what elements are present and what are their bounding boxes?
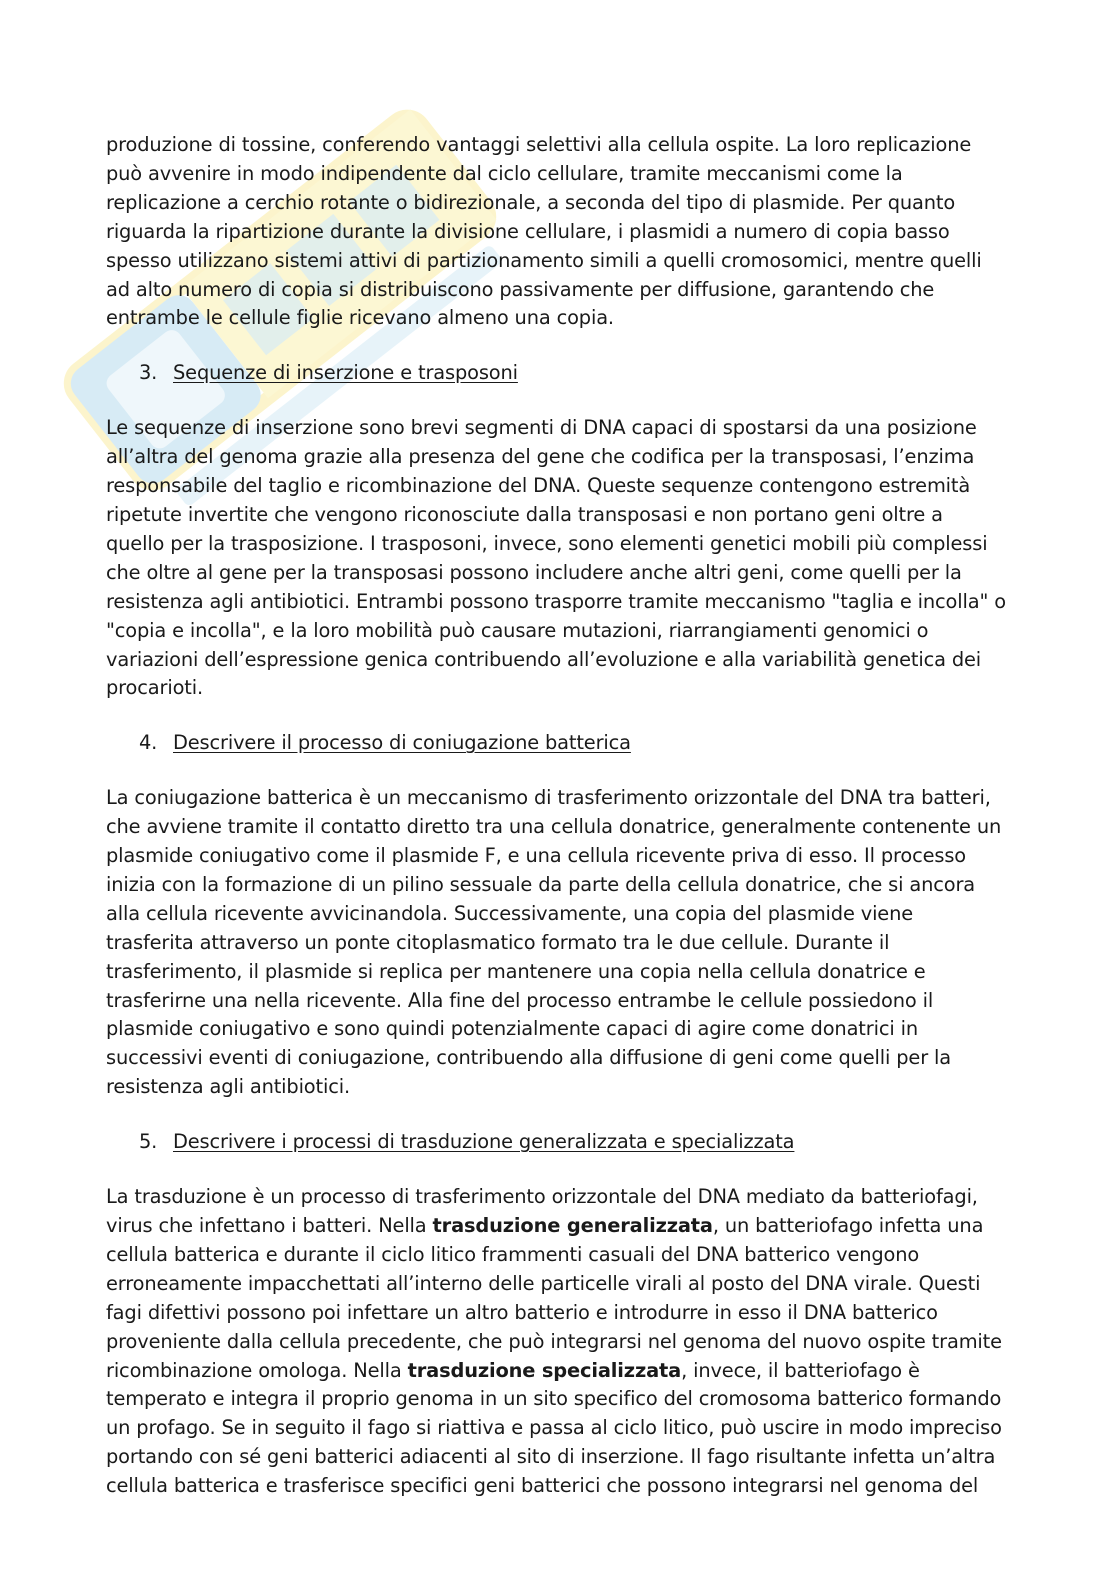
document-page: [106, 131, 1006, 1501]
section-number: 3.: [139, 361, 158, 385]
section-heading-5: [106, 1128, 1006, 1157]
bold-term: trasduzione generalizzata: [432, 1214, 713, 1237]
section-title: Sequenze di inserzione e trasposoni: [173, 361, 518, 385]
bold-term: trasduzione specializzata: [407, 1358, 682, 1382]
section-number: 4.: [139, 731, 158, 755]
section-heading-4: [106, 729, 1006, 758]
intro-paragraph: produzione di tossine, conferendo vantaggi selettivi alla cellula ospite. La loro replicazione può avvenire in modo indipendente dal ciclo cellulare, tramite meccanismi come la replicazione a cerchio rotante o bidirezionale, a seconda del tipo di plasmide. Per quanto riguarda la ripartizione durante la divisione cellulare, i plasmidi a numero di copia basso spesso utilizzano sistemi attivi di partizionamento simili a quelli cromosomici, mentre quelli ad alto numero di copia si distribuiscono passivamente per diffusione, garantendo che entrambe le cellule figlie ricevano almeno una copia.: [106, 133, 982, 330]
section-number: 5.: [139, 1130, 158, 1154]
section-paragraph-4: La coniugazione batterica è un meccanismo di trasferimento orizzontale del DNA tra batteri, che avviene tramite il contatto diretto tra una cellula donatrice, generalmente contenente un plasmide coniugativo come il plasmide F, e una cellula ricevente priva di esso. Il processo inizia con la formazione di un pilino sessuale da parte della cellula donatrice, che si ancora alla cellula ricevente avvicinandola. Successivamente, una copia del plasmide viene trasferita attraverso un ponte citoplasmatico formato tra le due cellule. Durante il trasferimento, il plasmide si replica per mantenere una copia nella cellula donatrice e trasferirne una nella ricevente. Alla fine del processo entrambe le cellule possiedono il plasmide coniugativo e sono quindi potenzialmente capaci di agire come donatrici in successivi eventi di coniugazione, contribuendo alla diffusione di geni come quelli per la resistenza agli antibiotici.: [106, 786, 1002, 1099]
text-run: , invece, il batteriofago è temperato e integra il proprio genoma in un sito specifico del cromosoma batterico formando un profago. Se in seguito il fago si riattiva e passa al ciclo litico, può uscire in modo impreciso portando con sé geni batterici adiacenti al sito di inserzione. Il fago risultante infetta un’altra cellula batterica e trasferisce specifici geni batterici che possono integrarsi nel genoma del: [106, 1358, 1002, 1498]
section-title: Descrivere il processo di coniugazione batterica: [173, 731, 631, 755]
section-paragraph-5: [106, 1183, 1006, 1501]
text-run: , un batteriofago infetta una cellula batterica e durante il ciclo litico frammenti casuali del DNA batterico vengono erroneamente impacchettati all’interno delle particelle virali al posto del DNA virale. Questi fagi difettivi possono poi infettare un altro batterio e introdurre in esso il DNA batterico proveniente dalla cellula precedente, che può integrarsi nel genoma del nuovo ospite tramite ricombinazione omologa. Nella: [106, 1214, 1002, 1382]
text-run: La trasduzione è un processo di trasferimento orizzontale del DNA mediato da batteriofagi, virus che infettano i batteri. Nella: [106, 1185, 978, 1237]
section-title: Descrivere i processi di trasduzione generalizzata e specializzata: [173, 1130, 795, 1154]
section-heading-3: [106, 359, 1006, 388]
section-paragraph-3: Le sequenze di inserzione sono brevi segmenti di DNA capaci di spostarsi da una posizione all’altra del genoma grazie alla presenza del gene che codifica per la transposasi, l’enzima responsabile del taglio e ricombinazione del DNA. Queste sequenze contengono estremità ripetute invertite che vengono riconosciute dalla transposasi e non portano geni oltre a quello per la trasposizione. I trasposoni, invece, sono elementi genetici mobili più complessi che oltre al gene per la transposasi possono includere anche altri geni, come quelli per la resistenza agli antibiotici. Entrambi possono trasporre tramite meccanismo "taglia e incolla" o "copia e incolla", e la loro mobilità può causare mutazioni, riarrangiamenti genomici o variazioni dell’espressione genica contribuendo all’evoluzione e alla variabilità genetica dei procarioti.: [106, 416, 1006, 700]
